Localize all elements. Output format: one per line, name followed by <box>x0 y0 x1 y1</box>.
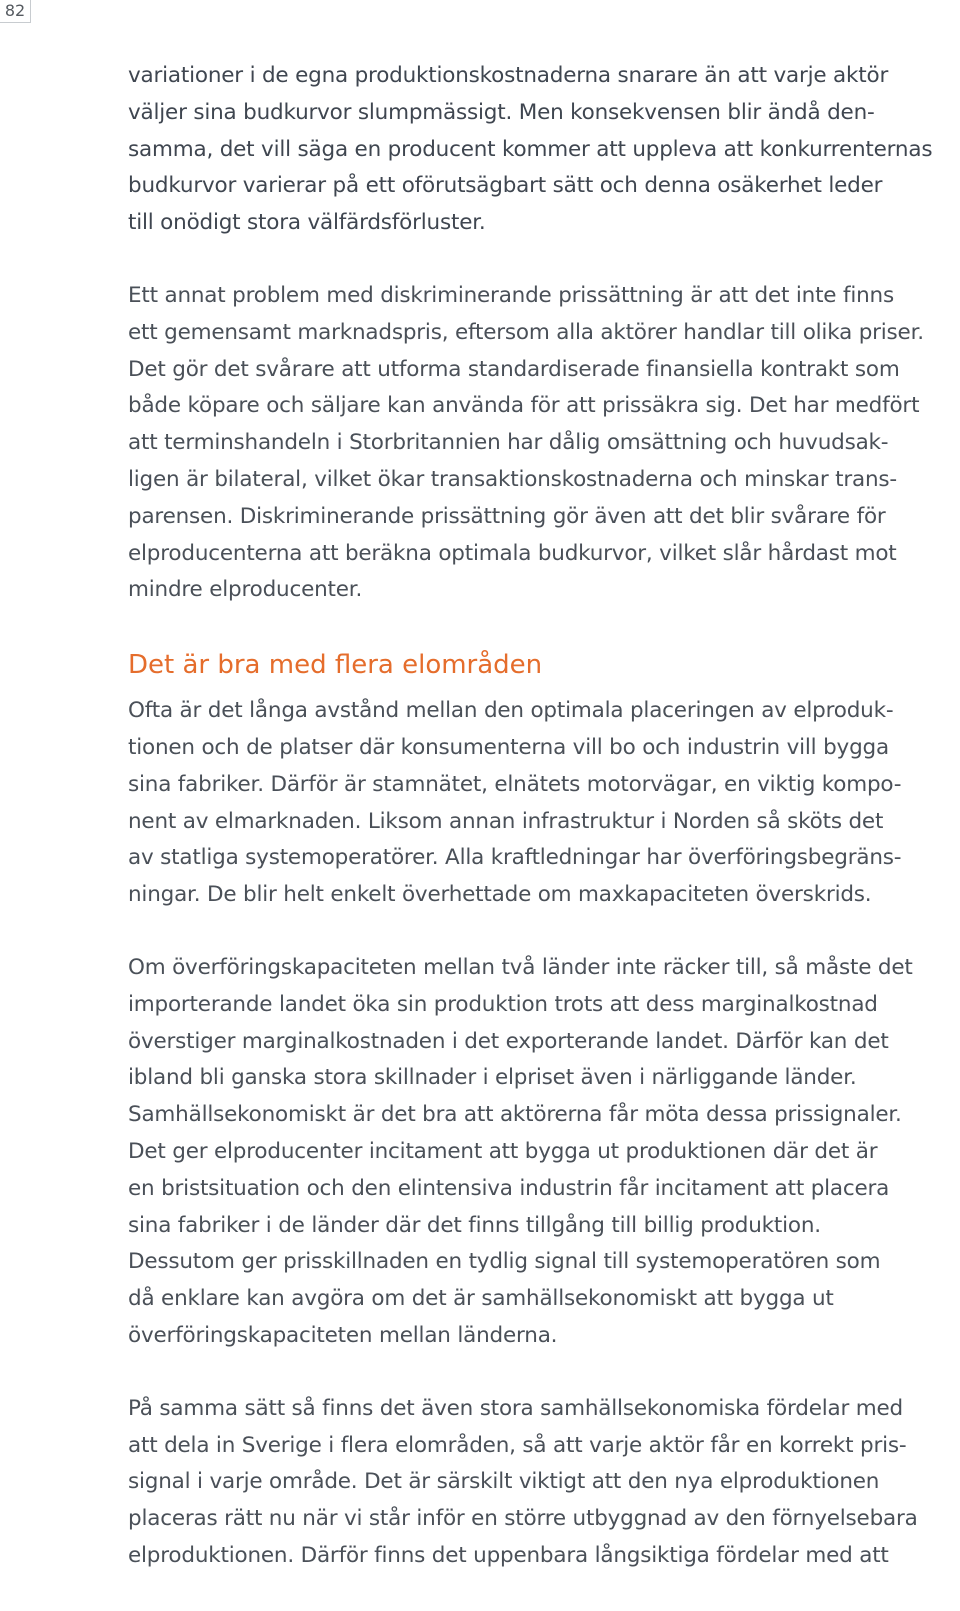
text-line: att terminshandeln i Storbritannien har dålig omsättning och huvudsak- <box>128 430 889 456</box>
text-line: elproduktionen. Därför finns det uppenbara långsiktiga fördelar med att <box>128 1542 889 1568</box>
text-line: signal i varje område. Det är särskilt viktigt att den nya elproduktionen <box>128 1469 880 1495</box>
text-line: av statliga systemoperatörer. Alla kraftledningar har överföringsbegräns- <box>128 845 902 871</box>
text-line: Det gör det svårare att utforma standardiserade finansiella kontrakt som <box>128 356 900 382</box>
text-line: en bristsituation och den elintensiva industrin får incitament att placera <box>128 1175 890 1201</box>
text-line: samma, det vill säga en producent kommer att uppleva att konkurrenternas <box>128 136 933 162</box>
page-number: 82 <box>0 0 31 23</box>
text-line: Ofta är det långa avstånd mellan den optimala placeringen av elproduk- <box>128 698 894 724</box>
paragraph-2 <box>128 278 960 609</box>
section-heading: Det är bra med flera elområden <box>128 650 543 681</box>
text-line: Det ger elproducenter incitament att bygga ut produktionen där det är <box>128 1138 878 1164</box>
text-line: väljer sina budkurvor slumpmässigt. Men konsekvensen blir ändå den- <box>128 99 875 125</box>
text-line: ibland bli ganska stora skillnader i elpriset även i närliggande länder. <box>128 1065 857 1091</box>
text-line: elproducenterna att beräkna optimala budkurvor, vilket slår hårdast mot <box>128 540 897 566</box>
text-line: Om överföringskapaciteten mellan två länder inte räcker till, så måste det <box>128 954 913 980</box>
paragraph-3 <box>128 693 960 914</box>
text-line: mindre elproducenter. <box>128 577 363 603</box>
text-line: Ett annat problem med diskriminerande prissättning är att det inte finns <box>128 282 894 308</box>
paragraph-5 <box>128 1391 960 1575</box>
text-line: ett gemensamt marknadspris, eftersom alla aktörer handlar till olika priser. <box>128 319 924 345</box>
text-line: överföringskapaciteten mellan länderna. <box>128 1322 558 1348</box>
text-line: Dessutom ger prisskillnaden en tydlig signal till systemoperatören som <box>128 1249 881 1275</box>
text-line: importerande landet öka sin produktion trots att dess marginalkostnad <box>128 991 878 1017</box>
text-line: både köpare och säljare kan använda för att prissäkra sig. Det har medfört <box>128 393 920 419</box>
text-line: sina fabriker. Därför är stamnätet, elnätets motorvägar, en viktig kompo- <box>128 771 902 797</box>
text-line: tionen och de platser där konsumenterna vill bo och industrin vill bygga <box>128 734 889 760</box>
text-line: På samma sätt så finns det även stora samhällsekonomiska fördelar med <box>128 1395 903 1421</box>
text-line: sina fabriker i de länder där det finns tillgång till billig produktion. <box>128 1212 821 1238</box>
text-line: nent av elmarknaden. Liksom annan infrastruktur i Norden så sköts det <box>128 808 884 834</box>
text-line: att dela in Sverige i flera elområden, så att varje aktör får en korrekt pris- <box>128 1432 907 1458</box>
paragraph-1 <box>128 58 960 242</box>
text-line: ligen är bilateral, vilket ökar transaktionskostnaderna och minskar trans- <box>128 466 897 492</box>
text-line: ningar. De blir helt enkelt överhettade om maxkapaciteten överskrids. <box>128 882 872 908</box>
text-line: då enklare kan avgöra om det är samhällsekonomiskt att bygga ut <box>128 1286 834 1312</box>
document-body <box>128 58 960 1611</box>
text-line: till onödigt stora välfärdsförluster. <box>128 210 486 236</box>
text-line: parensen. Diskriminerande prissättning gör även att det blir svårare för <box>128 503 886 529</box>
text-line: Samhällsekonomiskt är det bra att aktörerna får möta dessa prissignaler. <box>128 1102 902 1128</box>
text-line: överstiger marginalkostnaden i det exporterande landet. Därför kan det <box>128 1028 889 1054</box>
paragraph-4 <box>128 950 960 1355</box>
text-line: budkurvor varierar på ett oförutsägbart sätt och denna osäkerhet leder <box>128 173 883 199</box>
text-line: placeras rätt nu när vi står inför en större utbyggnad av den förnyelsebara <box>128 1506 918 1532</box>
text-line: variationer i de egna produktionskostnaderna snarare än att varje aktör <box>128 63 889 88</box>
